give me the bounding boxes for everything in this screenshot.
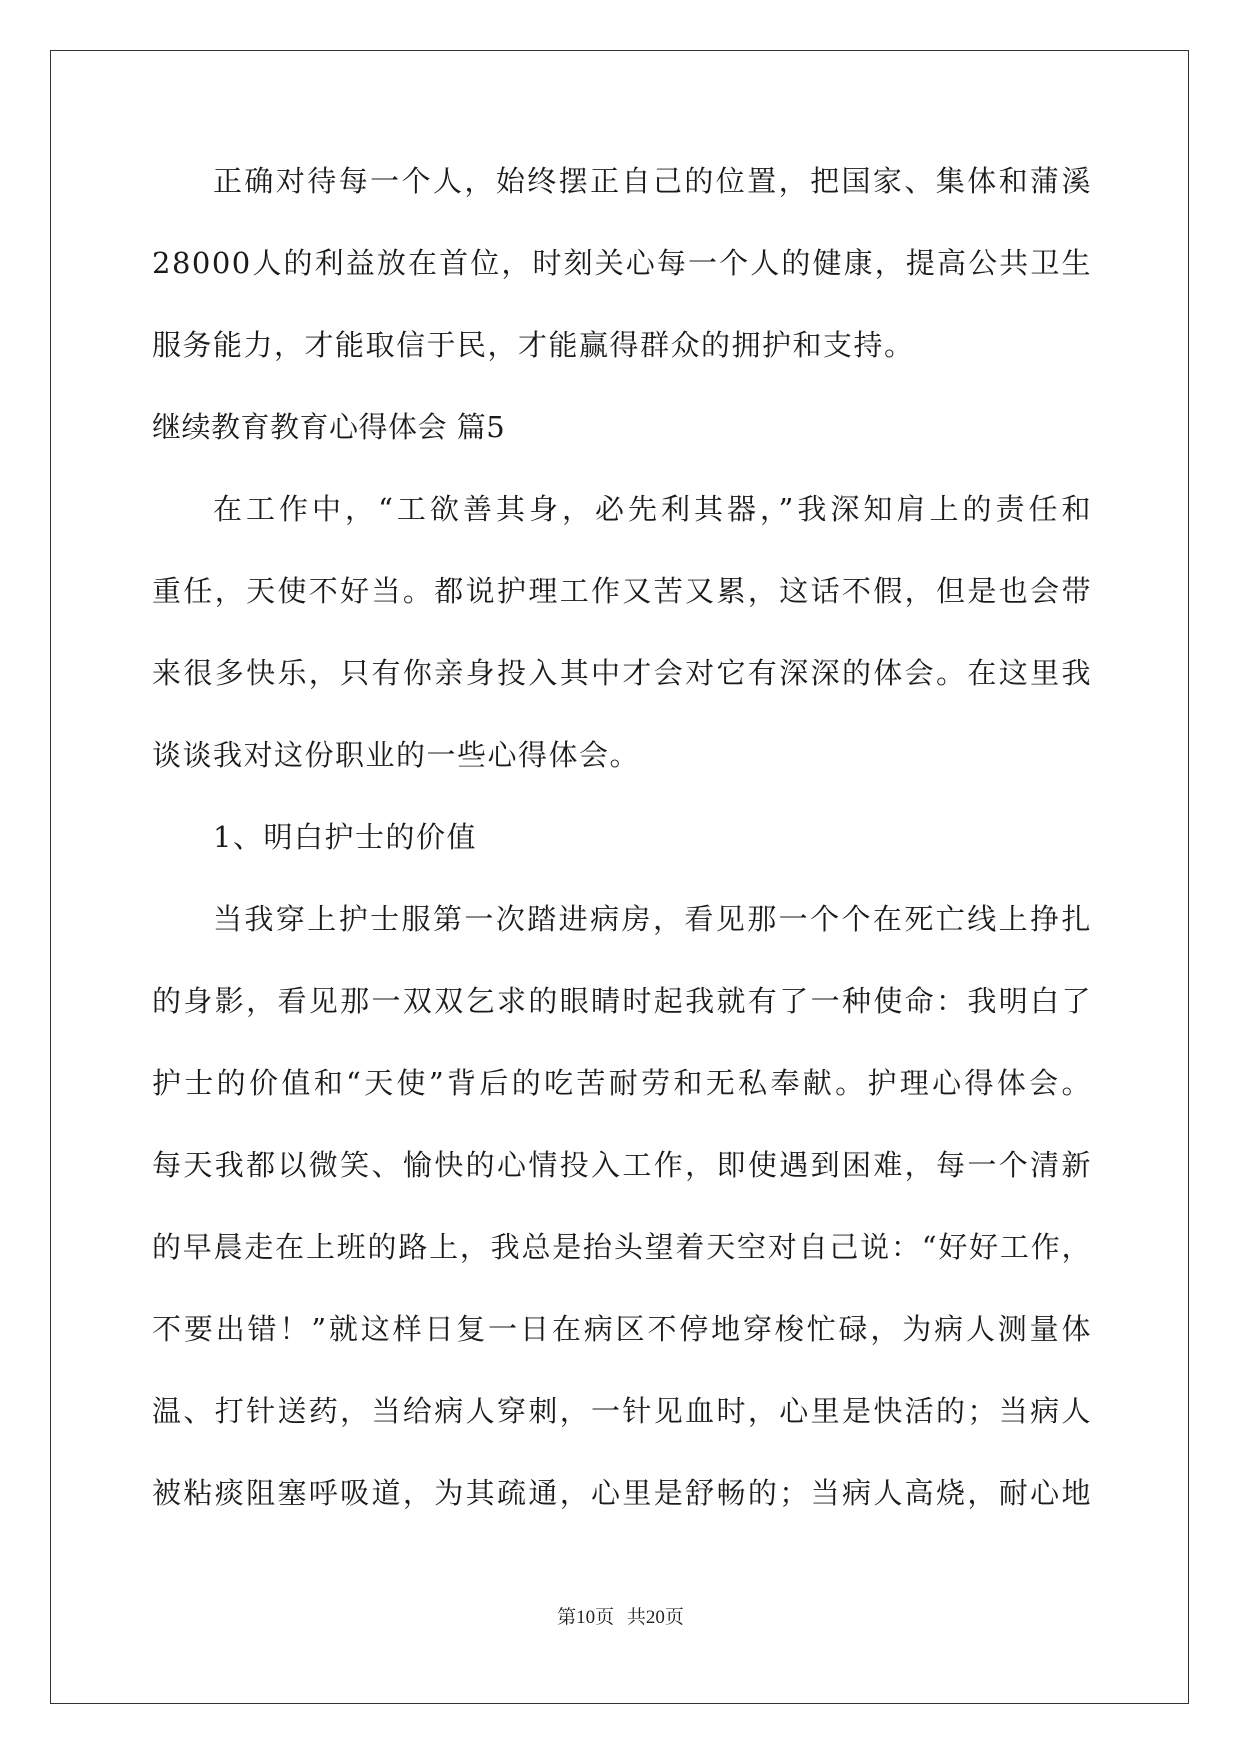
paragraph-line: 不要出错！”就这样日复一日在病区不停地穿梭忙碌，为病人测量体 [152,1312,1092,1346]
paragraph-line: 来很多快乐，只有你亲身投入其中才会对它有深深的体会。在这里我 [152,656,1092,690]
paragraph-line: 重任，天使不好当。都说护理工作又苦又累，这话不假，但是也会带 [152,574,1092,608]
paragraph-line: 的身影，看见那一双双乞求的眼睛时起我就有了一种使命：我明白了 [152,984,1092,1018]
paragraph-line: 谈谈我对这份职业的一些心得体会。 [152,738,641,772]
page-number: 第10页 [557,1607,615,1628]
paragraph-line: 被粘痰阻塞呼吸道，为其疏通，心里是舒畅的；当病人高烧，耐心地 [152,1476,1092,1510]
subheading: 1、明白护士的价值 [213,820,477,854]
paragraph-line: 的早晨走在上班的路上，我总是抬头望着天空对自己说：“好好工作， [152,1230,1092,1264]
paragraph-line: 护士的价值和“天使”背后的吃苦耐劳和无私奉献。护理心得体会。 [152,1066,1092,1100]
paragraph-line: 当我穿上护士服第一次踏进病房，看见那一个个在死亡线上挣扎 [213,902,1092,936]
page-footer [0,1602,1241,1629]
document-body [152,163,1092,1557]
paragraph-line: 28000人的利益放在首位，时刻关心每一个人的健康，提高公共卫生 [152,246,1092,280]
page-total: 共20页 [626,1607,684,1628]
paragraph-line: 温、打针送药，当给病人穿刺，一针见血时，心里是快活的；当病人 [152,1394,1092,1428]
paragraph-line: 正确对待每一个人，始终摆正自己的位置，把国家、集体和蒲溪 [213,164,1092,198]
section-heading: 继续教育教育心得体会 篇5 [152,410,506,444]
paragraph-line: 每天我都以微笑、愉快的心情投入工作，即使遇到困难，每一个清新 [152,1148,1092,1182]
paragraph-line: 在工作中，“工欲善其身，必先利其器，”我深知肩上的责任和 [213,492,1092,526]
paragraph-line: 服务能力，才能取信于民，才能赢得群众的拥护和支持。 [152,328,915,362]
